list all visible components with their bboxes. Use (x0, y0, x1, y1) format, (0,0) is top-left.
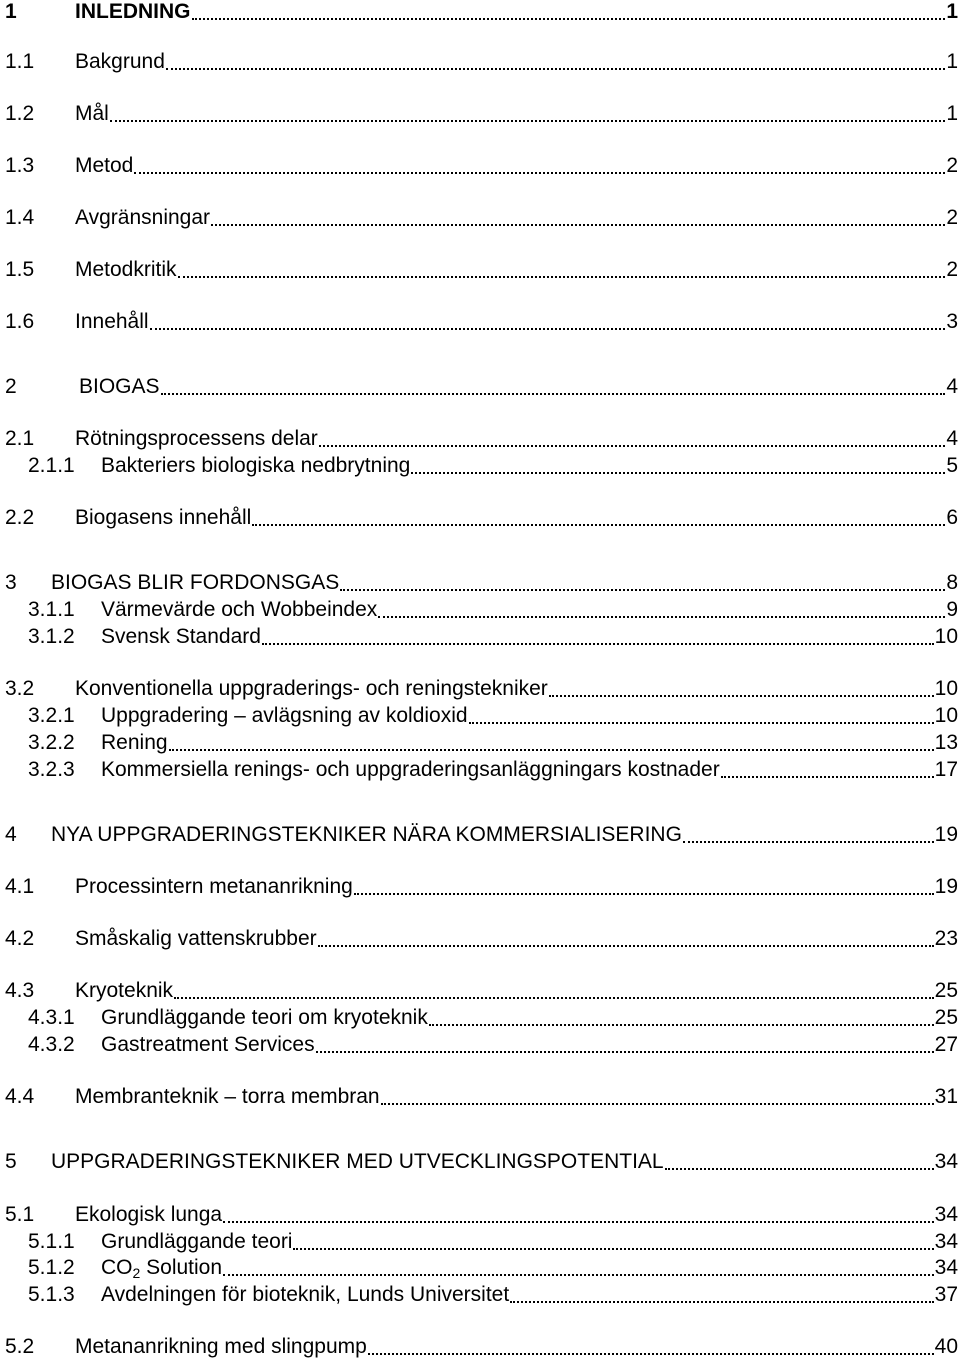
toc-entry-number: 2.1 (5, 427, 35, 450)
toc-entry[interactable] (5, 1149, 958, 1175)
toc-entry-number: 4 (5, 823, 17, 846)
dot-leader (469, 703, 934, 724)
toc-entry-number: 3.2.3 (28, 758, 75, 781)
toc-entry-title (101, 597, 377, 623)
dot-leader (381, 1084, 934, 1105)
toc-entry-number: 3.2.2 (28, 731, 75, 754)
toc-entry-title (101, 624, 261, 650)
toc-entry-title (75, 1084, 380, 1110)
dot-leader (354, 874, 934, 895)
dot-leader (378, 597, 945, 618)
toc-entry-number: 4.3.2 (28, 1033, 75, 1056)
toc-entry[interactable] (5, 874, 958, 900)
toc-entry-title (75, 676, 548, 702)
toc-entry-title (75, 505, 251, 531)
toc-entry-title (75, 978, 173, 1004)
toc-entry-number: 3.1.2 (28, 625, 75, 648)
toc-entry-title-text: Ekologisk lunga (75, 1203, 223, 1226)
toc-entry-title-rest: Solution (140, 1256, 223, 1279)
dot-leader (223, 1202, 934, 1223)
toc-entry-title-text: Uppgradering – avlägsning av koldioxid (101, 704, 468, 727)
toc-entry-title-text: Innehåll (75, 310, 149, 333)
toc-entry-number: 4.3.1 (28, 1006, 75, 1029)
toc-entry-title-text: Bakteriers biologiska nedbrytning (101, 454, 411, 477)
toc-entry-title-text: Metodkritik (75, 258, 177, 281)
dot-leader (429, 1005, 934, 1026)
dot-leader (411, 453, 945, 474)
toc-entry-number: 3.2.1 (28, 704, 75, 727)
toc-entry-page-number: 25 (934, 1006, 958, 1029)
dot-leader (318, 926, 934, 947)
toc-entry-title-text: Grundläggande teori om kryoteknik (101, 1006, 428, 1029)
toc-entry-number: 5 (5, 1150, 17, 1173)
toc-entry-title (101, 1005, 428, 1031)
toc-entry[interactable] (28, 757, 958, 783)
toc-entry-title (101, 1282, 509, 1308)
toc-entry[interactable] (28, 1282, 958, 1308)
dot-leader (665, 1149, 934, 1170)
toc-entry-title (101, 703, 468, 729)
toc-entry-page-number: 23 (934, 927, 958, 950)
dot-leader (134, 153, 945, 174)
toc-entry-number: 3 (5, 571, 17, 594)
toc-entry[interactable] (28, 624, 958, 650)
toc-entry-title (75, 153, 133, 179)
toc-entry-title-text: Metananrikning med slingpump (75, 1335, 367, 1358)
toc-entry-title (101, 1229, 292, 1255)
toc-entry-page-number: 31 (934, 1085, 958, 1108)
toc-entry-number: 5.1.3 (28, 1283, 75, 1306)
toc-entry-number: 1.3 (5, 154, 35, 177)
toc-entry[interactable] (5, 153, 958, 179)
dot-leader (368, 1334, 934, 1355)
toc-entry-title-text: UPPGRADERINGSTEKNIKER MED UTVECKLINGSPOTENTIAL (51, 1150, 664, 1173)
dot-leader (319, 426, 946, 447)
toc-entry[interactable] (28, 1229, 958, 1255)
toc-entry-title-text: NYA UPPGRADERINGSTEKNIKER NÄRA KOMMERSIALISERING (51, 823, 682, 846)
toc-entry-title-text: Rötningsprocessens delar (75, 427, 318, 450)
toc-entry-page-number: 10 (934, 677, 958, 700)
dot-leader (174, 978, 934, 999)
toc-entry-number: 2.2 (5, 506, 35, 529)
toc-entry[interactable] (5, 978, 958, 1004)
toc-entry[interactable] (5, 1202, 958, 1228)
toc-entry-title-subscript: 2 (132, 1265, 141, 1281)
toc-entry-page-number: 17 (934, 758, 958, 781)
toc-entry-page-number: 5 (946, 454, 958, 477)
toc-entry-page-number: 13 (934, 731, 958, 754)
toc-entry[interactable] (28, 1255, 958, 1281)
toc-entry-page-number: 9 (946, 598, 958, 621)
toc-entry[interactable] (5, 49, 958, 75)
toc-entry-number: 5.1.2 (28, 1256, 75, 1279)
toc-entry[interactable] (5, 822, 958, 848)
toc-entry-number: 5.1 (5, 1203, 35, 1226)
toc-entry-title-text: Gastreatment Services (101, 1033, 315, 1056)
toc-entry[interactable] (5, 1084, 958, 1110)
dot-leader (169, 730, 934, 751)
toc-entry-page-number: 2 (946, 206, 958, 229)
toc-entry-title (101, 730, 168, 756)
toc-entry-title (75, 309, 149, 335)
toc-entry-number: 4.3 (5, 979, 35, 1002)
toc-entry-page-number: 19 (934, 823, 958, 846)
toc-entry-number: 4.4 (5, 1085, 35, 1108)
dot-leader (161, 374, 946, 395)
toc-entry-title (101, 757, 720, 783)
toc-entry[interactable] (5, 257, 958, 283)
toc-entry-title (101, 453, 410, 479)
toc-entry-page-number: 8 (946, 571, 958, 594)
toc-entry-page-number: 4 (946, 375, 958, 398)
dot-leader (340, 570, 945, 591)
toc-entry-page-number: 34 (934, 1230, 958, 1253)
dot-leader (223, 1255, 934, 1276)
dot-leader (211, 205, 945, 226)
toc-entry-title-text: Processintern metananrikning (75, 875, 353, 898)
toc-entry-page-number: 34 (934, 1256, 958, 1279)
toc-entry[interactable] (5, 205, 958, 231)
toc-entry[interactable] (5, 505, 958, 531)
toc-entry-title-text: Metod (75, 154, 134, 177)
dot-leader (316, 1032, 934, 1053)
toc-entry-page-number: 34 (934, 1203, 958, 1226)
toc-entry[interactable] (5, 101, 958, 127)
toc-entry-title (51, 822, 682, 848)
toc-entry-title-text: Mål (75, 102, 109, 125)
dot-leader (166, 49, 945, 70)
toc-entry[interactable] (28, 730, 958, 756)
toc-entry-title (75, 1202, 222, 1228)
toc-entry-title-text: Bakgrund (75, 50, 165, 73)
toc-entry-title (75, 101, 109, 127)
toc-entry[interactable] (5, 374, 958, 400)
toc-entry-page-number: 19 (934, 875, 958, 898)
toc-entry-title-text: Konventionella uppgraderings- och reningstekniker (75, 677, 548, 700)
toc-entry-page-number: 1 (946, 50, 958, 73)
toc-entry-number: 5.1.1 (28, 1230, 75, 1253)
dot-leader (683, 822, 934, 843)
toc-entry-page-number: 3 (946, 310, 958, 333)
toc-entry-title (51, 570, 339, 596)
dot-leader (293, 1229, 933, 1250)
toc-entry[interactable] (5, 426, 958, 452)
toc-entry-page-number: 1 (946, 0, 958, 23)
dot-leader (252, 505, 945, 526)
toc-entry-page-number: 25 (934, 979, 958, 1002)
toc-entry[interactable] (28, 453, 958, 479)
dot-leader (262, 624, 934, 645)
toc-entry-title (75, 49, 165, 75)
toc-entry[interactable] (5, 309, 958, 335)
dot-leader (721, 757, 934, 778)
toc-entry[interactable] (28, 1005, 958, 1031)
dot-leader (192, 0, 946, 20)
toc-entry-number: 4.2 (5, 927, 35, 950)
toc-entry-title-text: Kryoteknik (75, 979, 174, 1002)
toc-entry-title (75, 874, 353, 900)
toc-entry-number: 4.1 (5, 875, 35, 898)
toc-entry-number: 1.2 (5, 102, 35, 125)
toc-entry-title-text: Kommersiella renings- och uppgraderingsanläggningars kostnader (101, 758, 720, 781)
dot-leader (150, 309, 946, 330)
toc-entry-number: 1 (5, 0, 17, 23)
toc-entry-title (75, 426, 318, 452)
toc-entry-page-number: 27 (934, 1033, 958, 1056)
toc-entry-page-number: 2 (946, 258, 958, 281)
toc-entry-title-text: Rening (101, 731, 168, 754)
toc-entry[interactable] (5, 0, 958, 25)
toc-entry-title (75, 0, 191, 25)
toc-entry[interactable] (28, 1032, 958, 1058)
toc-entry-title-text: Grundläggande teori (101, 1230, 293, 1253)
dot-leader (110, 101, 945, 122)
toc-entry-number: 2 (5, 375, 17, 398)
toc-entry-page-number: 4 (946, 427, 958, 450)
toc-entry-title (75, 1334, 367, 1360)
toc-entry-number: 5.2 (5, 1335, 35, 1358)
toc-entry-title-text: Biogasens innehåll (75, 506, 252, 529)
toc-entry-page-number: 2 (946, 154, 958, 177)
toc-entry-title (79, 374, 160, 400)
dot-leader (178, 257, 946, 278)
toc-entry-page-number: 1 (946, 102, 958, 125)
toc-entry-title-text: Småskalig vattenskrubber (75, 927, 317, 950)
toc-entry-title (75, 926, 317, 952)
toc-entry-page-number: 10 (934, 704, 958, 727)
toc-entry-title-text: BIOGAS BLIR FORDONSGAS (51, 571, 340, 594)
toc-entry-number: 3.1.1 (28, 598, 75, 621)
toc-entry-number: 1.1 (5, 50, 35, 73)
toc-entry-page-number: 40 (934, 1335, 958, 1358)
toc-entry-title-text: Membranteknik – torra membran (75, 1085, 380, 1108)
toc-entry-title-text: Avgränsningar (75, 206, 211, 229)
toc-entry-number: 1.6 (5, 310, 35, 333)
toc-entry-title-text: Avdelningen för bioteknik, Lunds Universitet (101, 1283, 510, 1306)
toc-entry-page-number: 6 (946, 506, 958, 529)
toc-entry[interactable] (5, 926, 958, 952)
toc-entry-page-number: 10 (934, 625, 958, 648)
toc-entry-page-number: 37 (934, 1283, 958, 1306)
toc-entry-title-text: BIOGAS (79, 375, 160, 398)
toc-entry-title-text: Värmevärde och Wobbeindex (101, 598, 378, 621)
toc-entry[interactable] (28, 597, 958, 623)
toc-entry-number: 1.4 (5, 206, 35, 229)
toc-entry-page-number: 34 (934, 1150, 958, 1173)
toc-entry-title (75, 205, 210, 231)
toc-entry-title (101, 1255, 222, 1281)
toc-entry[interactable] (5, 676, 958, 702)
toc-entry[interactable] (28, 703, 958, 729)
toc-entry[interactable] (5, 1334, 958, 1360)
toc-entry-number: 2.1.1 (28, 454, 75, 477)
toc-entry-number: 3.2 (5, 677, 35, 700)
toc-entry-title-text: Svensk Standard (101, 625, 261, 648)
toc-entry-number: 1.5 (5, 258, 35, 281)
toc-entry-title (75, 257, 177, 283)
toc-entry-title-text: CO (101, 1256, 133, 1279)
toc-entry[interactable] (5, 570, 958, 596)
toc-entry-title (101, 1032, 315, 1058)
dot-leader (549, 676, 934, 697)
toc-entry-title-text: INLEDNING (75, 0, 191, 23)
dot-leader (510, 1282, 933, 1303)
toc-entry-title (51, 1149, 664, 1175)
